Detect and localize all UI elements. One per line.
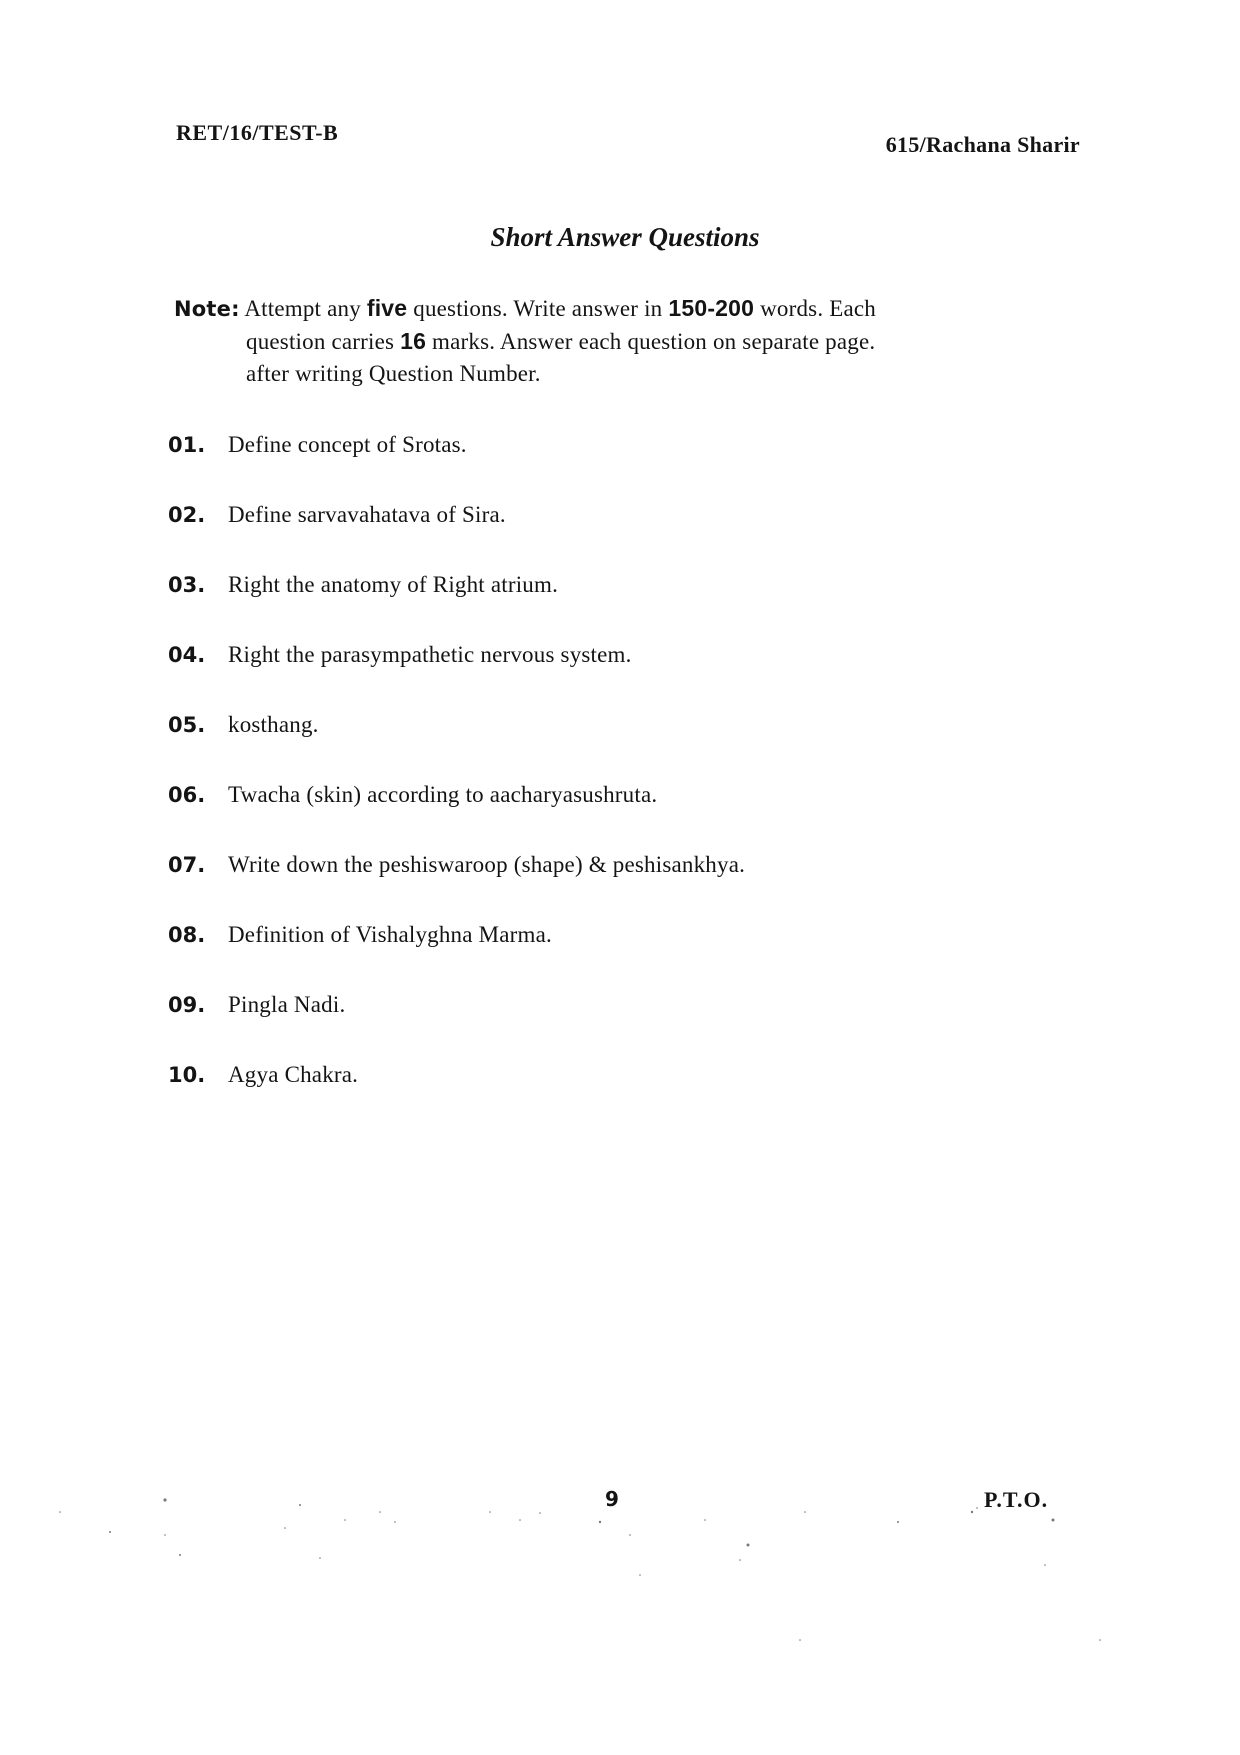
question-text: Right the anatomy of Right atrium. bbox=[228, 572, 559, 597]
note-text: question carries bbox=[246, 329, 401, 354]
note-emphasis: five bbox=[366, 295, 408, 321]
question-number: 01. bbox=[168, 433, 206, 457]
section-title: Short Answer Questions bbox=[490, 222, 760, 252]
question-text: kosthang. bbox=[228, 712, 319, 737]
note-text: questions. Write answer in bbox=[407, 296, 669, 321]
question-number: 02. bbox=[168, 503, 206, 527]
question-text: Agya Chakra. bbox=[228, 1062, 359, 1087]
question-number: 08. bbox=[168, 923, 206, 947]
question-item bbox=[168, 992, 1068, 1062]
note-text: words. Each bbox=[754, 296, 876, 321]
question-number: 03. bbox=[168, 573, 206, 597]
question-text: Right the parasympathetic nervous system. bbox=[228, 642, 632, 667]
question-text: Definition of Vishalyghna Marma. bbox=[228, 922, 552, 947]
note-emphasis: 150-200 bbox=[668, 295, 755, 321]
question-text: Define concept of Srotas. bbox=[228, 432, 467, 457]
question-item bbox=[168, 782, 1068, 852]
note-line-3: after writing Question Number. bbox=[246, 361, 541, 386]
note-text: Attempt any bbox=[239, 296, 367, 321]
paper-code: RET/16/TEST-B bbox=[176, 120, 339, 145]
question-list bbox=[168, 432, 1068, 1132]
question-item bbox=[168, 642, 1068, 712]
question-number: 06. bbox=[168, 783, 206, 807]
question-item bbox=[168, 852, 1068, 922]
question-item bbox=[168, 502, 1068, 572]
question-text: Twacha (skin) according to aacharyasushruta. bbox=[228, 782, 658, 807]
question-text: Define sarvavahatava of Sira. bbox=[228, 502, 506, 527]
question-number: 07. bbox=[168, 853, 206, 877]
question-item bbox=[168, 922, 1068, 992]
question-number: 09. bbox=[168, 993, 206, 1017]
pto-label: P.T.O. bbox=[984, 1487, 1049, 1512]
question-item bbox=[168, 712, 1068, 782]
note-line-2 bbox=[174, 325, 1074, 358]
subject-code: 615/Rachana Sharir bbox=[885, 132, 1080, 157]
note-emphasis: 16 bbox=[400, 328, 427, 354]
question-item bbox=[168, 572, 1068, 642]
question-text: Pingla Nadi. bbox=[228, 992, 346, 1017]
question-item bbox=[168, 1062, 1068, 1132]
question-number: 05. bbox=[168, 713, 206, 737]
page-number: 9 bbox=[605, 1487, 619, 1511]
question-item bbox=[168, 432, 1068, 502]
question-number: 04. bbox=[168, 643, 206, 667]
note-label: Note: bbox=[174, 297, 240, 321]
note-text: marks. Answer each question on separate page. bbox=[426, 329, 876, 354]
question-text: Write down the peshiswaroop (shape) & peshisankhya. bbox=[228, 852, 746, 877]
note-line-1 bbox=[174, 292, 1074, 325]
question-number: 10. bbox=[168, 1063, 206, 1087]
instructions-note bbox=[174, 292, 1074, 390]
